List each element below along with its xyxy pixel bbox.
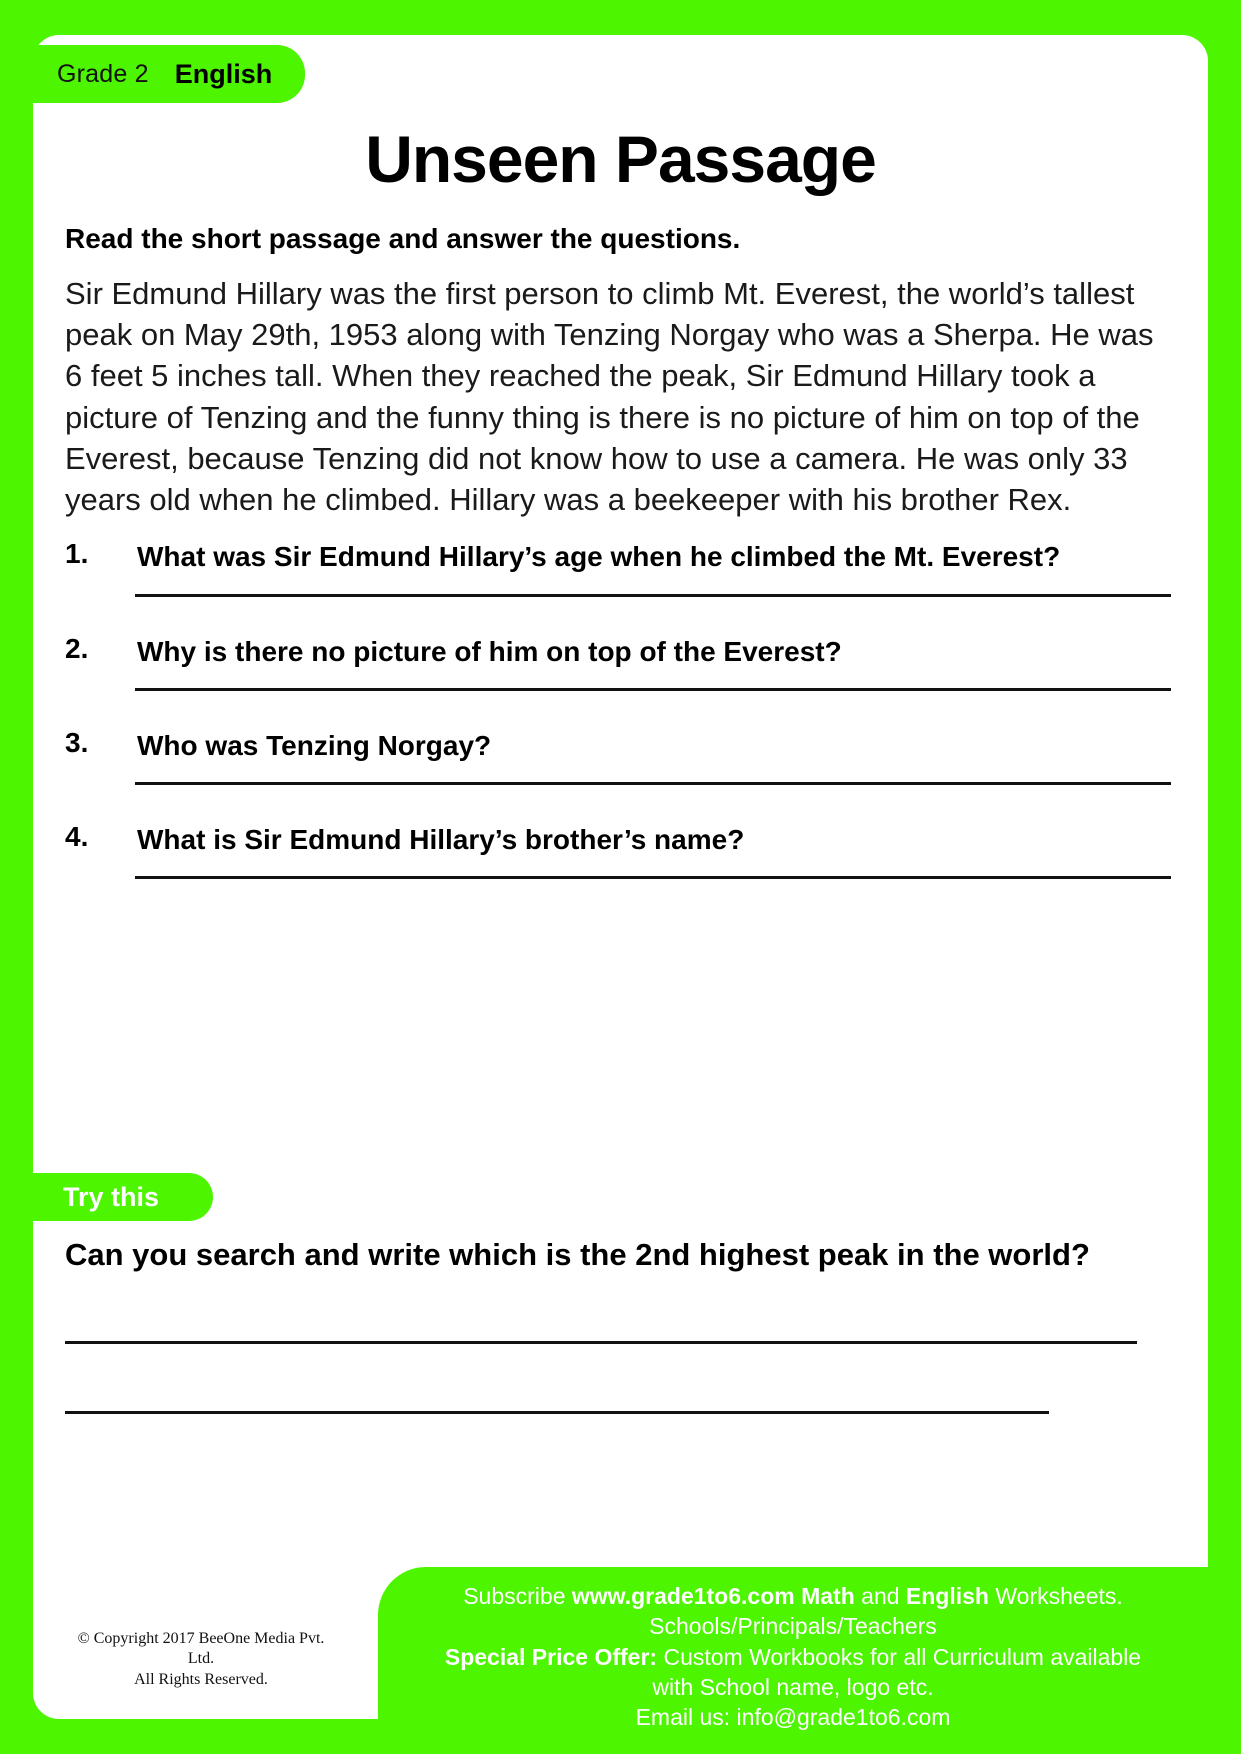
answer-line[interactable] bbox=[135, 782, 1171, 785]
question-item bbox=[65, 538, 1175, 596]
promo-mid-text: and bbox=[854, 1583, 906, 1609]
answer-line[interactable] bbox=[135, 688, 1171, 691]
question-text: What is Sir Edmund Hillary’s brother’s name? bbox=[137, 824, 745, 856]
promo-line-school-name: with School name, logo etc. bbox=[652, 1674, 934, 1701]
promo-worksheets-text: Worksheets. bbox=[988, 1583, 1123, 1609]
promo-line-subscribe bbox=[400, 1581, 1186, 1611]
question-item bbox=[65, 633, 1175, 691]
try-this-label: Try this bbox=[33, 1173, 213, 1221]
question-list bbox=[65, 538, 1175, 879]
copyright-notice bbox=[71, 1629, 331, 1691]
answer-line[interactable] bbox=[135, 594, 1171, 597]
passage-text: Sir Edmund Hillary was the first person to climb Mt. Everest, the world’s tallest peak on May 29th, 1953 along with Tenzing Norgay who was a Sherpa. He was 6 feet 5 inches tall. When they reached the peak, Sir Edmund Hillary took a picture of Tenzing and the funny thing is there is no picture of him on top of the Everest, because Tenzing did not know how to use a camera. He was only 33 years old when he climbed. Hillary was a beekeeper with his brother Rex. bbox=[65, 276, 1154, 518]
question-item bbox=[65, 727, 1175, 785]
promo-line-offer bbox=[400, 1642, 1186, 1672]
question-text: Who was Tenzing Norgay? bbox=[137, 729, 492, 761]
subject-label: English bbox=[174, 58, 273, 89]
promo-subscribe-text: Subscribe bbox=[463, 1583, 572, 1609]
promo-english-text: English bbox=[905, 1583, 989, 1609]
promo-offer-label: Special Price Offer: bbox=[444, 1643, 658, 1670]
promo-line-email[interactable]: Email us: info@grade1to6.com bbox=[635, 1704, 951, 1731]
copyright-line-1: © Copyright 2017 BeeOne Media Pvt. Ltd. bbox=[77, 1629, 325, 1668]
question-number: 3. bbox=[65, 726, 89, 758]
page-title: Unseen Passage bbox=[365, 122, 876, 196]
question-number: 2. bbox=[65, 632, 89, 664]
question-number: 4. bbox=[65, 821, 89, 853]
try-this-answer-line-1[interactable] bbox=[65, 1341, 1137, 1344]
question-number: 1. bbox=[65, 538, 89, 570]
question-text: Why is there no picture of him on top of the Everest? bbox=[137, 635, 842, 667]
instruction-text: Read the short passage and answer the questions. bbox=[65, 223, 741, 254]
promo-site-link[interactable]: www.grade1to6.com Math bbox=[571, 1583, 855, 1609]
grade-label: Grade 2 bbox=[57, 59, 149, 88]
grade-subject-tab bbox=[33, 45, 305, 103]
try-this-answer-line-2[interactable] bbox=[65, 1411, 1049, 1414]
copyright-line-2: All Rights Reserved. bbox=[134, 1671, 268, 1689]
answer-line[interactable] bbox=[135, 876, 1171, 879]
worksheet-content bbox=[65, 223, 1175, 889]
promo-offer-text: Custom Workbooks for all Curriculum available bbox=[657, 1643, 1142, 1670]
question-text: What was Sir Edmund Hillary’s age when he climbed the Mt. Everest? bbox=[137, 541, 1061, 573]
worksheet-page bbox=[33, 35, 1208, 1731]
promo-footer bbox=[378, 1567, 1208, 1731]
promo-line-schools: Schools/Principals/Teachers bbox=[649, 1613, 937, 1640]
try-this-question: Can you search and write which is the 2nd highest peak in the world? bbox=[65, 1237, 1090, 1272]
question-item bbox=[65, 821, 1175, 879]
